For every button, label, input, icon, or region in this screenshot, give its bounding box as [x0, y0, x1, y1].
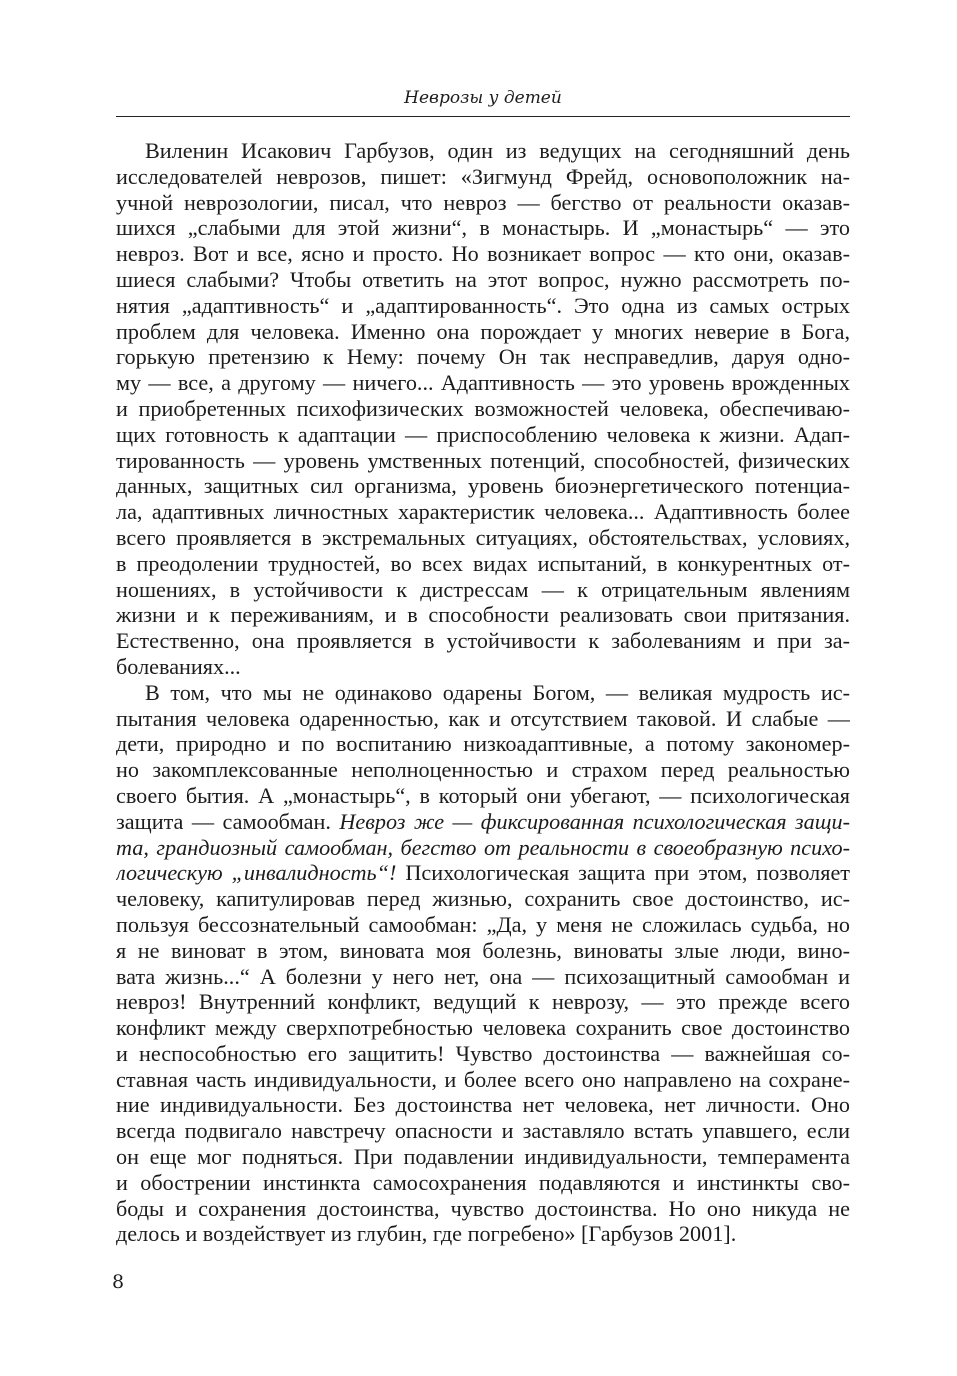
text-line [116, 1041, 850, 1067]
text-line [116, 860, 850, 886]
text-line [116, 164, 850, 190]
text-segment: болеваниях... [116, 653, 241, 679]
body-text [116, 138, 850, 1247]
text-line [116, 215, 850, 241]
text-line [116, 577, 850, 603]
text-segment: своего бытия. А „монастырь“, в который они убегают, — психологическая [116, 782, 850, 808]
text-line [116, 989, 850, 1015]
text-line [116, 525, 850, 551]
italic-segment: логическую „инвалидность“! [116, 860, 397, 886]
text-line [116, 835, 850, 861]
text-segment: конфликт между сверхпотребностью человека сохранить свое достоинство [116, 1015, 850, 1041]
text-line [116, 422, 850, 448]
text-line [116, 809, 850, 835]
text-line [116, 1196, 850, 1222]
text-segment: пользуя бессознательный самообман: „Да, у меня не сложилась судьба, но [116, 911, 850, 937]
text-line [116, 267, 850, 293]
text-segment: исследователей неврозов, пишет: «Зигмунд Фрейд, основоположник на- [116, 163, 850, 189]
text-line [116, 731, 850, 757]
text-segment: нятия „адаптивность“ и „адаптированность“. Это одна из самых острых [116, 292, 850, 318]
text-segment: Естественно, она проявляется в устойчивости к заболеваниям и при за- [116, 628, 850, 654]
text-segment: В том, что мы не одинаково одарены Богом, — великая мудрость ис- [145, 679, 850, 705]
text-line [116, 680, 850, 706]
text-segment: всего проявляется в экстремальных ситуациях, обстоятельствах, условиях, [116, 524, 850, 550]
text-segment: и приобретенных психофизических возможностей человека, обеспечиваю- [116, 395, 850, 421]
text-line [116, 1221, 850, 1247]
text-line [116, 1092, 850, 1118]
italic-segment: та, грандиозный самообман, бегство от реальности в своеобразную психо- [116, 834, 850, 860]
text-line [116, 654, 850, 680]
text-segment: шихся „слабыми для этой жизни“, в монастырь. И „монастырь“ — это [116, 215, 850, 241]
header-rule [116, 116, 850, 117]
text-segment: жизни и к переживаниям, и в способности реализовать свои притязания. [116, 602, 850, 628]
text-line [116, 241, 850, 267]
text-line [116, 602, 850, 628]
text-line [116, 190, 850, 216]
text-line [116, 396, 850, 422]
text-line [116, 964, 850, 990]
text-line [116, 1118, 850, 1144]
text-segment: вата жизнь...“ А болезни у него нет, она — психозащитный самообман и [116, 963, 850, 989]
text-line [116, 706, 850, 732]
text-line [116, 783, 850, 809]
text-line [116, 448, 850, 474]
text-segment: ставная часть индивидуальности, и более всего оно направлено на сохране- [116, 1066, 850, 1092]
text-line [116, 757, 850, 783]
text-line [116, 912, 850, 938]
text-line [116, 370, 850, 396]
text-line [116, 1144, 850, 1170]
running-header: Неврозы у детей [404, 88, 562, 108]
text-segment: но закомплексованные неполноценностью и страхом перед реальностью [116, 757, 850, 783]
text-segment: делось и воздействует из глубин, где погребено» [Гарбузов 2001]. [116, 1221, 737, 1247]
text-segment: щих готовность к адаптации — приспособлению человека к жизни. Адап- [116, 421, 850, 447]
text-segment: невроз. Вот и все, ясно и просто. Но возникает вопрос — кто они, оказав- [116, 241, 850, 267]
text-line [116, 344, 850, 370]
text-segment: горькую претензию к Нему: почему Он так несправедлив, даруя одно- [116, 344, 850, 370]
text-segment: пытания человека одаренностью, как и отсутствием таковой. И слабые — [116, 705, 850, 731]
text-line [116, 293, 850, 319]
italic-segment: Невроз же — фиксированная психологическая защи- [339, 808, 850, 834]
text-line [116, 138, 850, 164]
text-line [116, 1170, 850, 1196]
text-segment: му — все, а другому — ничего... Адаптивность — это уровень врожденных [116, 370, 850, 396]
text-segment: шиеся слабыми? Чтобы ответить на этот вопрос, нужно рассмотреть по- [116, 266, 850, 292]
text-segment: человеку, капитулировав перед жизнью, сохранить свое достоинство, ис- [116, 886, 850, 912]
text-segment: и обострении инстинкта самосохранения подавляются и инстинкты сво- [116, 1169, 850, 1195]
text-segment: невроз! Внутренний конфликт, ведущий к неврозу, — это прежде всего [116, 989, 850, 1015]
text-line [116, 319, 850, 345]
text-segment: Виленин Исакович Гарбузов, один из ведущих на сегодняшний день [145, 138, 850, 163]
text-segment: данных, защитных сил организма, уровень биоэнергетического потенциа- [116, 473, 850, 499]
text-segment: учной неврозологии, писал, что невроз — бегство от реальности оказав- [116, 189, 850, 215]
text-segment: ношениях, в устойчивости к дистрессам — к отрицательным явлениям [116, 576, 850, 602]
text-segment: проблем для человека. Именно она порождает у многих неверие в Бога, [116, 318, 850, 344]
text-segment: Психологическая защита при этом, позволяет [396, 860, 850, 886]
text-segment: дети, природно и по воспитанию низкоадаптивные, а потому закономер- [116, 731, 850, 757]
text-line [116, 551, 850, 577]
text-segment: тированность — уровень умственных потенций, способностей, физических [116, 447, 850, 473]
text-line [116, 473, 850, 499]
text-segment: ние индивидуальности. Без достоинства нет человека, нет личности. Оно [116, 1092, 850, 1118]
text-line [116, 628, 850, 654]
text-segment: в преодолении трудностей, во всех видах испытаний, в конкурентных от- [116, 550, 850, 576]
text-line [116, 886, 850, 912]
text-segment: ла, адаптивных личностных характеристик человека... Адаптивность более [116, 499, 850, 525]
text-segment: он еще мог подняться. При подавлении индивидуальности, темперамента [116, 1144, 850, 1170]
text-line [116, 499, 850, 525]
text-line [116, 1015, 850, 1041]
text-segment: я не виноват в этом, виновата моя болезнь, виноваты злые люди, вино- [116, 937, 850, 963]
text-segment: всегда подвигало навстречу опасности и заставляло встать упавшего, если [116, 1118, 850, 1144]
text-line [116, 938, 850, 964]
text-segment: защита — самообман. [116, 808, 340, 834]
page-number: 8 [112, 1271, 125, 1293]
text-segment: боды и сохранения достоинства, чувство достоинства. Но оно никуда не [116, 1195, 850, 1221]
text-segment: и неспособностью его защитить! Чувство достоинства — важнейшая со- [116, 1040, 850, 1066]
text-line [116, 1067, 850, 1093]
